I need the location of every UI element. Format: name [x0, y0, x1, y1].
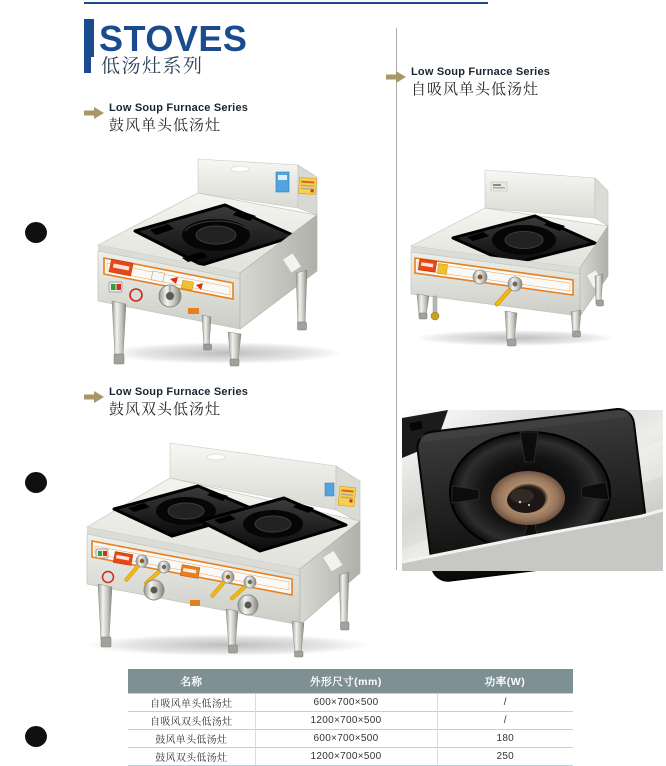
- series-label: Low Soup Furnace Series: [109, 386, 249, 398]
- product-name-cell: 鼓风双头低汤灶: [128, 748, 255, 766]
- spec-header-row: [128, 669, 573, 694]
- product-name: 自吸风单头低汤灶: [411, 81, 540, 98]
- power-switch: [96, 549, 108, 558]
- arrow-right-icon: [386, 71, 406, 83]
- section-heading-self-suction-single: [386, 66, 666, 98]
- series-label: Low Soup Furnace Series: [411, 66, 551, 78]
- brand-accent-bar: [84, 19, 94, 57]
- photo-blower-single-stove: [90, 152, 372, 367]
- page-title: STOVES: [99, 18, 248, 59]
- series-label: Low Soup Furnace Series: [109, 102, 249, 114]
- safety-sticker-blue: [325, 483, 334, 496]
- product-name: 鼓风单头低汤灶: [109, 117, 222, 134]
- control-knob: [159, 285, 181, 307]
- orange-tag: [190, 600, 200, 606]
- gas-pipe: [431, 296, 439, 320]
- bullet-dot-3: [25, 726, 47, 747]
- power-cell: 180: [437, 730, 573, 748]
- safety-sticker-blue: [276, 172, 289, 192]
- dimensions-cell: 600×700×500: [255, 730, 437, 748]
- photo-self-suction-single-stove: [405, 148, 660, 348]
- spec-row: [128, 730, 573, 748]
- product-name: 鼓风双头低汤灶: [109, 401, 222, 418]
- power-switch: [109, 282, 122, 292]
- top-accent-rule: [84, 2, 488, 4]
- bullet-dot-2: [25, 472, 47, 493]
- product-name-cell: 自吸风单头低汤灶: [128, 694, 255, 712]
- arrow-right-icon: [84, 391, 104, 403]
- spec-col-name: 名称: [128, 669, 255, 694]
- safety-sticker-yellow: [338, 486, 356, 507]
- brand-sticker: [491, 182, 507, 191]
- power-cell: /: [437, 712, 573, 730]
- safety-sticker-yellow: [298, 177, 316, 194]
- spec-col-dimensions: 外形尺寸(mm): [255, 669, 437, 694]
- dimensions-cell: 1200×700×500: [255, 712, 437, 730]
- product-name-cell: 自吸风双头低汤灶: [128, 712, 255, 730]
- spec-row: [128, 712, 573, 730]
- dimensions-cell: 600×700×500: [255, 694, 437, 712]
- spec-col-power: 功率(W): [437, 669, 573, 694]
- photo-burner-closeup: [402, 410, 663, 571]
- spec-row: [128, 748, 573, 766]
- power-cell: 250: [437, 748, 573, 766]
- brand-accent-bar-lower: [84, 57, 91, 73]
- dimensions-cell: 1200×700×500: [255, 748, 437, 766]
- page-subtitle: 低汤灶系列: [101, 56, 204, 77]
- spec-table-container: [128, 669, 573, 766]
- spec-row: [128, 694, 573, 712]
- orange-tag: [188, 308, 199, 314]
- power-cell: /: [437, 694, 573, 712]
- product-name-cell: 鼓风单头低汤灶: [128, 730, 255, 748]
- section-heading-blower-double: [84, 386, 364, 418]
- bullet-dot-1: [25, 222, 47, 243]
- spec-table: [128, 669, 573, 766]
- column-divider: [396, 28, 397, 570]
- valve-knob: [473, 270, 487, 284]
- arrow-right-icon: [84, 107, 104, 119]
- section-heading-blower-single: [84, 102, 364, 134]
- photo-blower-double-stove: [78, 437, 384, 659]
